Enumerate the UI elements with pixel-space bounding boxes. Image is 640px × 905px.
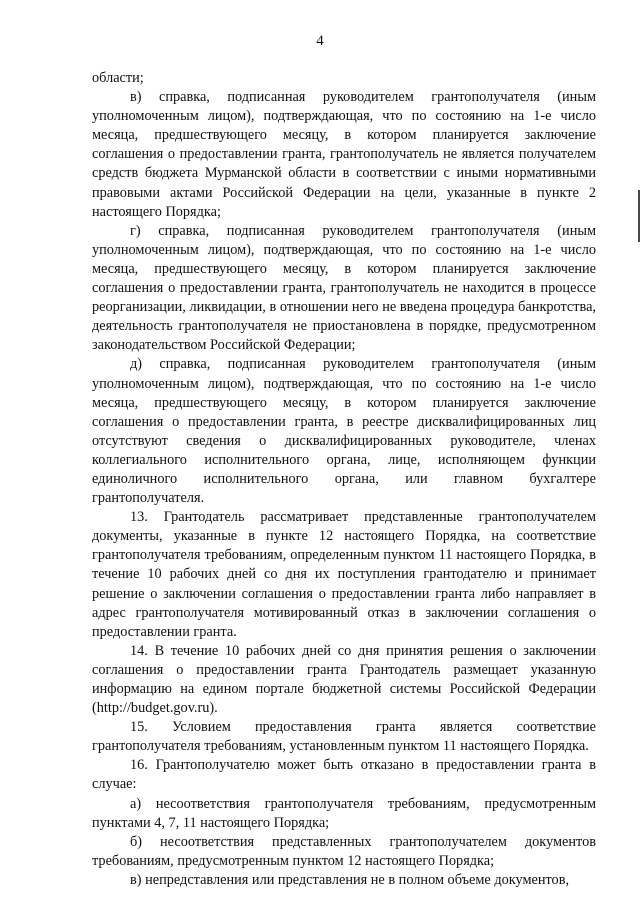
paragraph-p15: 15. Условием предоставления гранта является соответствие грантополучателя требованиям, установленным пунктом 11 настоящего Порядка. <box>92 719 596 755</box>
paragraph-g: г) справка, подписанная руководителем грантополучателя (иным уполномоченным лицом), подтверждающая, что по состоянию на 1-е число месяца, предшествующего месяцу, в котором планируется заключение соглашения о предоставлении гранта, грантополучатель не находится в процессе реорганизации, ликвидации, в отношении него не введена процедура банкротства, деятельность грантополучателя не приостановлена в порядке, предусмотренном законодательством Российской Федерации; <box>92 222 596 354</box>
paragraph-p13: 13. Грантодатель рассматривает представленные грантополучателем документы, указанные в пункте 12 настоящего Порядка, на соответствие грантополучателя требованиям, определенным пунктом 11 настоящего Порядка, в течение 10 рабочих дней со дня их поступления грантодателю и принимает решение о заключении соглашения о предоставлении гранта либо направляет в адрес грантополучателя мотивированный отказ в заключении соглашения о предоставлении гранта. <box>92 509 596 640</box>
paragraph-p14: 14. В течение 10 рабочих дней со дня принятия решения о заключении соглашения о предоставлении гранта Грантодатель размещает указанную информацию на едином портале бюджетной системы Российской Федерации (http://budget.gov.ru). <box>92 642 596 717</box>
paragraph-v2: в) непредставления или представления не в полном объеме документов, <box>130 871 570 888</box>
paragraph-d: д) справка, подписанная руководителем грантополучателя (иным уполномоченным лицом), подтверждающая, что по состоянию на 1-е число месяца, предшествующего месяцу, в котором планируется заключение соглашения о предоставлении гранта, в реестре дисквалифицированных лиц отсутствуют сведения о дисквалифицированных руководителе, членах коллегиального исполнительного органа, лице, исполняющем функции единоличного исполнительного органа, или главном бухгалтере грантополучателя. <box>92 356 596 507</box>
paragraph-b: б) несоответствия представленных грантополучателем документов требованиям, предусмотренным пунктом 12 настоящего Порядка; <box>92 833 596 869</box>
document-body <box>92 69 596 890</box>
paragraph-v1: в) справка, подписанная руководителем грантополучателя (иным уполномоченным лицом), подтверждающая, что по состоянию на 1-е число месяца, предшествующего месяцу, в котором планируется заключение соглашения о предоставлении гранта, грантополучатель не является получателем средств бюджета Мурманской области в соответствии с иными нормативными правовыми актами Российской Федерации на цели, указанные в пункте 2 настоящего Порядка; <box>92 89 596 220</box>
paragraph-p16: 16. Грантополучателю может быть отказано в предоставлении гранта в случае: <box>92 757 596 793</box>
paragraph-a: а) несоответствия грантополучателя требованиям, предусмотренным пунктами 4, 7, 11 настоящего Порядка; <box>92 795 596 831</box>
paragraph-cont: области; <box>92 70 144 86</box>
page-number: 4 <box>316 33 324 49</box>
